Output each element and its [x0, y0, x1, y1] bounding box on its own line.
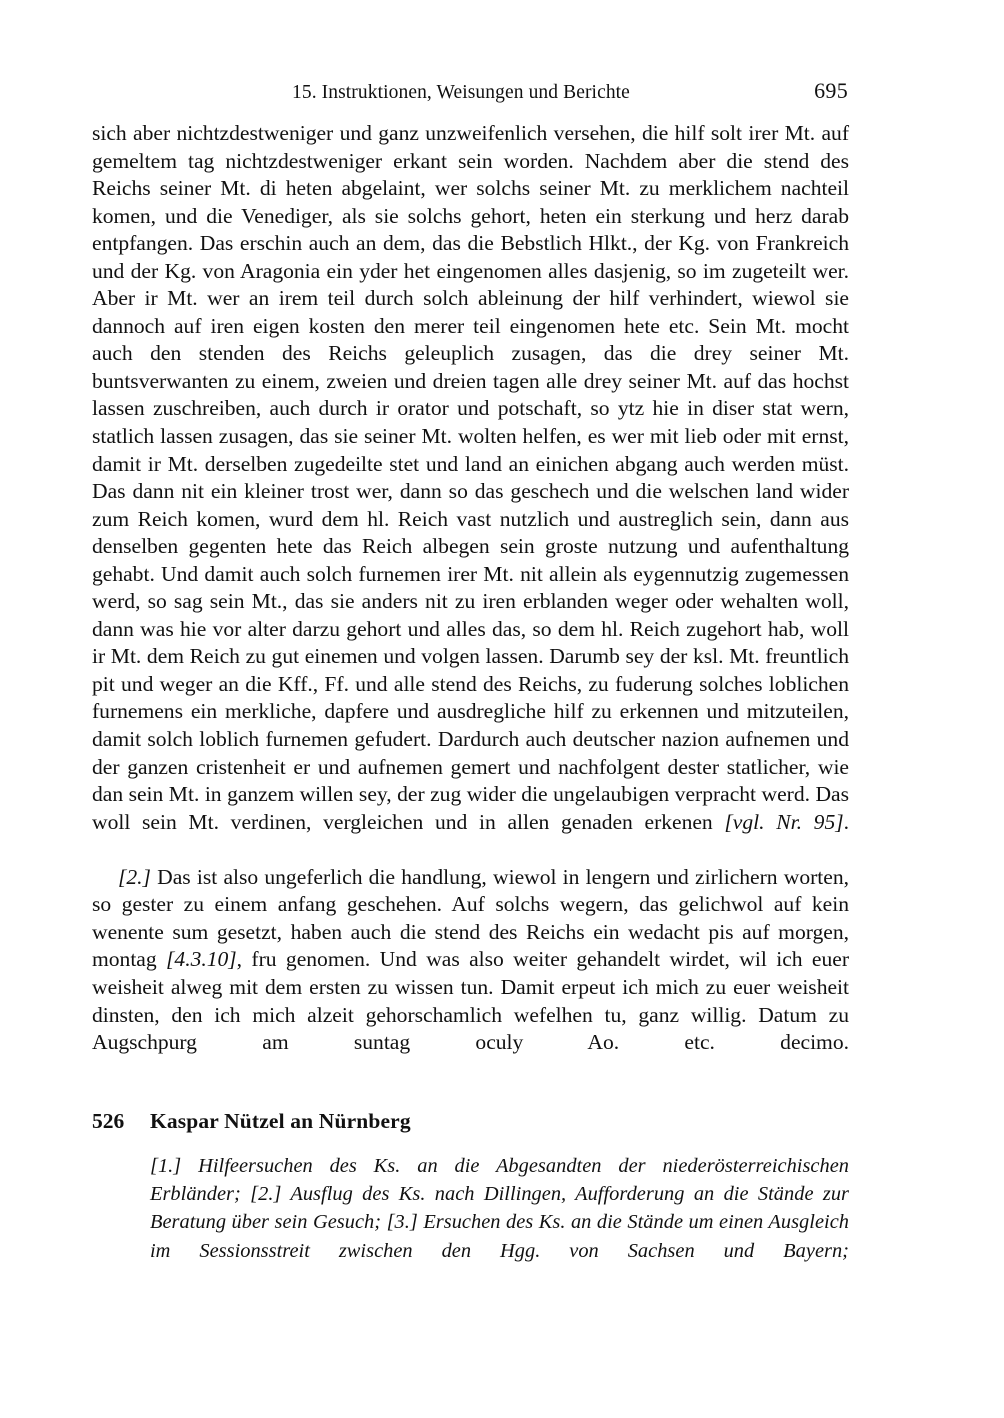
paragraph-2-text-a: Das ist also ungeferlich die handlung, wiewol in lengern und zirlichern worten, so gester zu einem anfang geschehen. Auf solchs wegern, das gelichwol auf kein wenente sum gesetzt, haben auch die stend des Reichs ein wedacht pis auf morgen, montag	[92, 864, 849, 972]
section-title: Kaspar Nützel an Nürnberg	[150, 1109, 411, 1133]
paragraph-2-section-marker: [2.]	[118, 864, 151, 889]
section-heading	[92, 1108, 849, 1135]
paragraph-2-text-b: , fru genomen. Und was also weiter gehandelt wirdet, wil ich euer weisheit alweg mit dem ersten zu wissen tun. Damit erpeut ich mich zu euer weisheit dinsten, den ich mich alzeit gehorschamlich wefelhen tu, ganz willig. Datum zu Augschpurg am suntag oculy Ao. etc. decimo.	[92, 947, 849, 1055]
paragraph-1-cross-reference: [vgl. Nr. 95]	[724, 809, 844, 834]
running-head-chapter-title: 15. Instruktionen, Weisungen und Berichte	[292, 82, 630, 103]
paragraph-continuation	[92, 120, 849, 864]
section-number: 526	[92, 1109, 125, 1133]
page-number: 695	[814, 78, 848, 103]
paragraph-1-tail: .	[843, 809, 849, 834]
paragraph-2	[92, 864, 849, 1084]
paragraph-1-text: sich aber nichtzdestweniger und ganz unzweifenlich versehen, die hilf solt irer Mt. auf gemeltem tag nichtzdestweniger erkant sein worden. Nachdem aber die stend des Reichs seiner Mt. di heten abgelaint, wer solchs seiner Mt. zu merklichem nachteil komen, und die Venediger, als sie solchs gehort, heten ein sterkung und herz darab entpfangen. Das erschin auch an dem, das die Bebstlich Hlkt., der Kg. von Frankreich und der Kg. von Aragonia ein yder het eingenomen alles dasjenig, so im zugeteilt wer. Aber ir Mt. wer an irem teil durch solch ableinung der hilf verhindert, wiewol sie dannoch auf iren eigen kosten den merer teil eingenomen hete etc. Sein Mt. mocht auch den stenden des Reichs geleuplich zusagen, das die drey seiner Mt. buntsverwanten zu einem, zweien und dreien tagen alle drey seiner Mt. auf das hochst lassen zuschreiben, auch durch ir orator und potschaft, so ytz hie in diser stat wern, statlich lassen zusagen, das sie seiner Mt. wolten helfen, es wer mit lieb oder mit ernst, damit ir Mt. derselben zugedeilte stet und land an einichen abgang auch werden müst. Das dann nit ein kleiner trost wer, dann so das geschech und die welschen land wider zum Reich komen, wurd dem hl. Reich vast nutzlich und austreglich sein, dann aus denselben gegenten hete das Reich albegen sein groste nutzung und aufenthaltung gehabt. Und damit auch solch furnemen irer Mt. nit allein als eygennutzig zugemessen werd, so sag sein Mt., das sie anders nit zu iren erblanden weger oder wehalten woll, dann was hie vor alter darzu gehort und alles das, so dem hl. Reich zugehort hab, woll ir Mt. dem Reich zu gut einemen und volgen lassen. Darumb sey der ksl. Mt. freuntlich pit und weger an die Kff., Ff. und alle stend des Reichs, zu fuderung solches loblichen furnemens ein merkliche, dapfere und ausdregliche hilf zu erkennen und mitzuteilen, damit solch loblich furnemen gefudert. Dardurch auch deutscher nazion aufnemen und der ganzen cristenheit er und aufnemen gemert und nachfolgent dester statlicher, wie dan sein Mt. in ganzem willen sey, der zug wider die ungelaubigen verpracht werd. Das woll sein Mt. verdinen, vergleichen und in allen genaden erkenen	[92, 121, 849, 834]
section-regest-summary: [1.] Hilfeersuchen des Ks. an die Abgesandten der niederösterreichischen Erbländer; [2.] Ausflug des Ks. nach Dillingen, Aufforderung an die Stände zur Beratung über sein Gesuch; [3.] Ersuchen des Ks. an die Stände um einen Ausgleich im Sessionsstreit zwischen den Hgg. von Sachsen und Bayern;	[150, 1155, 849, 1262]
running-head	[92, 78, 848, 104]
paragraph-2-date-reference: [4.3.10]	[166, 947, 237, 972]
body-text-block	[92, 120, 849, 1084]
